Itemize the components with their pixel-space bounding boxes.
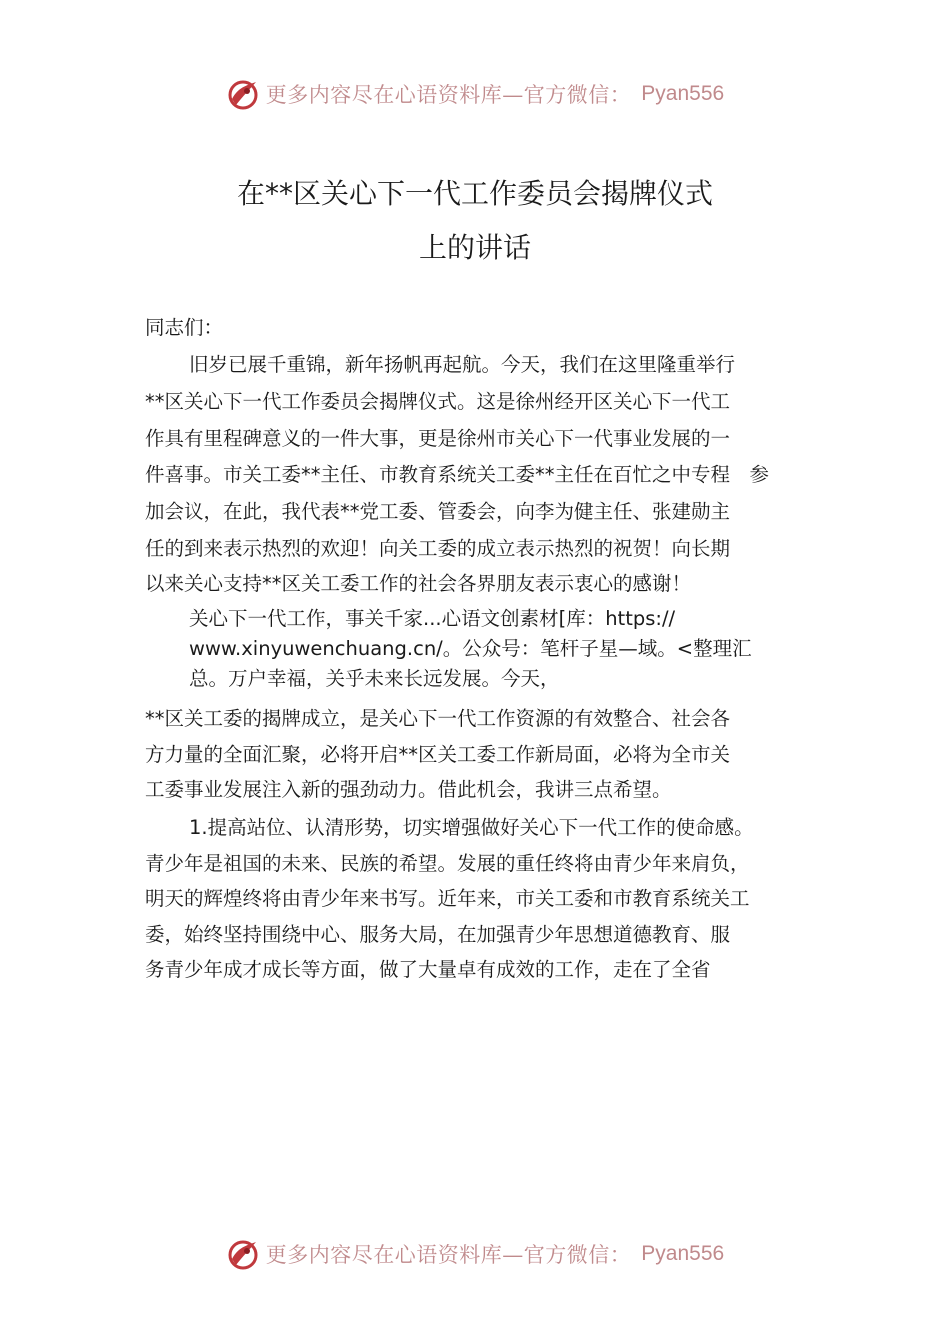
paragraph-line: 任的到来表示热烈的欢迎！向关工委的成立表示热烈的祝贺！向长期: [145, 537, 731, 560]
paragraph-line: 件喜事。市关工委**主任、市教育系统关工委**主任在百忙之中专程 参: [145, 463, 770, 486]
document-title-line-2: 上的讲话: [418, 231, 531, 264]
paragraph-line: **区关心下一代工作委员会揭牌仪式。这是徐州经开区关心下一代工: [145, 390, 731, 413]
document-title-line-1: 在**区关心下一代工作委员会揭牌仪式: [236, 177, 713, 210]
footer-banner: [0, 1232, 950, 1276]
paragraph-line: 方力量的全面汇聚，必将开启**区关工委工作新局面，必将为全市关: [145, 743, 731, 766]
paragraph-line: 1.提高站位、认清形势，切实增强做好关心下一代工作的使命感。: [189, 816, 754, 839]
header-banner: [0, 72, 950, 116]
paragraph-line: 旧岁已展千重锦，新年扬帆再起航。今天，我们在这里隆重举行: [189, 353, 736, 376]
paragraph-line: 青少年是祖国的未来、民族的希望。发展的重任终将由青少年来肩负，: [145, 852, 750, 875]
paragraph-line: www.xinyuwenchuang.cn/。公众号：笔杆子星—域。<整理汇: [189, 637, 752, 660]
paragraph-line: 关心下一代工作，事关千家...心语文创素材[库：https://: [189, 607, 676, 630]
paragraph-line: **区关工委的揭牌成立，是关心下一代工作资源的有效整合、社会各: [145, 707, 731, 730]
banner-text: 更多内容尽在心语资料库—官方微信：: [265, 1243, 632, 1267]
brand-logo-icon: [226, 1237, 260, 1271]
banner-wechat-id: Pyan556: [641, 1242, 725, 1265]
brand-logo-icon: [226, 77, 260, 111]
paragraph-line: 以来关心支持**区关工委工作的社会各界朋友表示衷心的感谢！: [145, 572, 692, 595]
paragraph-line: 工委事业发展注入新的强劲动力。借此机会，我讲三点希望。: [145, 778, 672, 801]
paragraph-line: 总。万户幸福，关乎未来长远发展。今天，: [189, 667, 560, 690]
paragraph-line: 加会议，在此，我代表**党工委、管委会，向李为健主任、张建勋主: [145, 500, 731, 523]
salutation: 同志们：: [145, 316, 224, 339]
paragraph-line: 明天的辉煌终将由青少年来书写。近年来，市关工委和市教育系统关工: [145, 887, 750, 910]
banner-wechat-id: Pyan556: [641, 82, 725, 105]
banner-text: 更多内容尽在心语资料库—官方微信：: [265, 83, 632, 107]
paragraph-line: 委，始终坚持围绕中心、服务大局，在加强青少年思想道德教育、服: [145, 923, 731, 946]
paragraph-line: 作具有里程碑意义的一件大事，更是徐州市关心下一代事业发展的一: [145, 427, 731, 450]
paragraph-line: 务青少年成才成长等方面，做了大量卓有成效的工作，走在了全省: [145, 958, 711, 981]
